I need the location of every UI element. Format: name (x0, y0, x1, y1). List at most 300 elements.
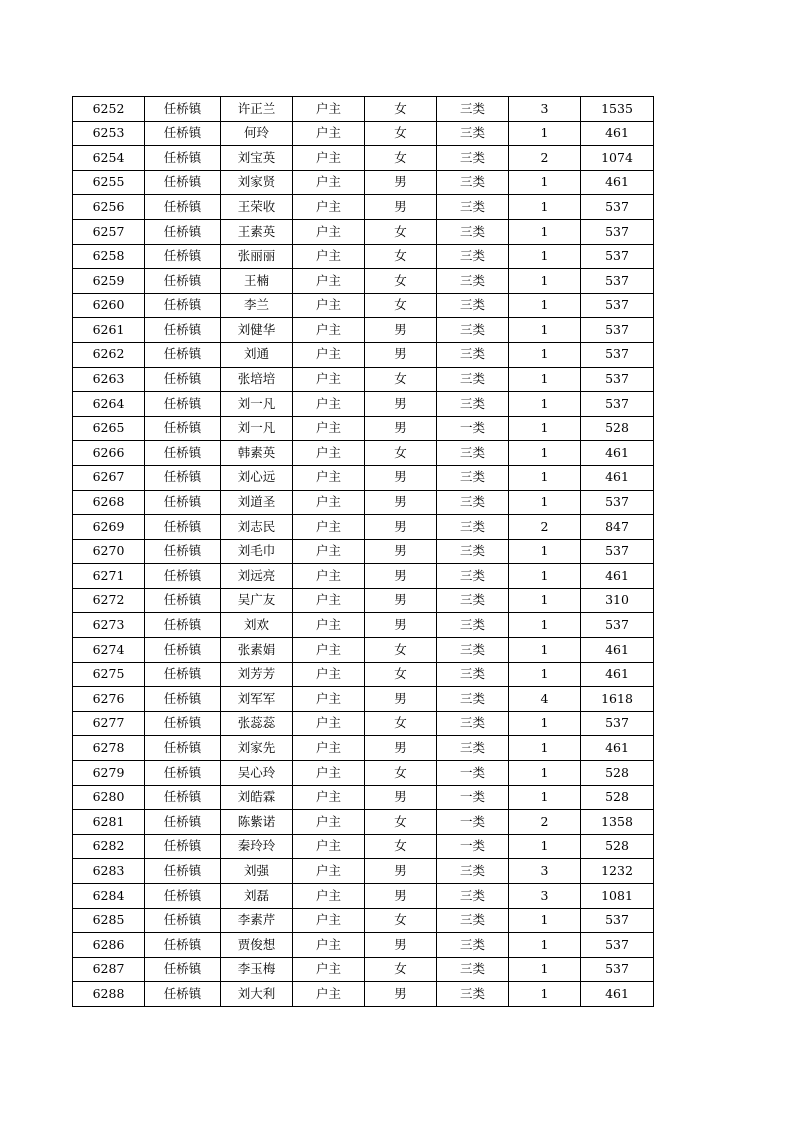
amount-cell: 537 (581, 392, 654, 417)
gender-cell: 女 (365, 834, 437, 859)
name-cell: 刘志民 (221, 515, 293, 540)
gender-cell: 女 (365, 293, 437, 318)
category-cell: 三类 (437, 515, 509, 540)
town-cell: 任桥镇 (145, 392, 221, 417)
town-cell: 任桥镇 (145, 564, 221, 589)
category-cell: 一类 (437, 761, 509, 786)
name-cell: 刘家先 (221, 736, 293, 761)
relation-cell: 户主 (293, 367, 365, 392)
name-cell: 刘通 (221, 342, 293, 367)
category-cell: 三类 (437, 392, 509, 417)
household-size-cell: 3 (509, 859, 581, 884)
table-row (73, 195, 654, 220)
town-cell: 任桥镇 (145, 834, 221, 859)
category-cell: 三类 (437, 318, 509, 343)
name-cell: 陈紫诺 (221, 810, 293, 835)
category-cell: 三类 (437, 539, 509, 564)
town-cell: 任桥镇 (145, 170, 221, 195)
category-cell: 一类 (437, 834, 509, 859)
gender-cell: 男 (365, 588, 437, 613)
town-cell: 任桥镇 (145, 810, 221, 835)
category-cell: 三类 (437, 195, 509, 220)
category-cell: 三类 (437, 957, 509, 982)
household-size-cell: 1 (509, 982, 581, 1007)
name-cell: 贾俊想 (221, 933, 293, 958)
category-cell: 三类 (437, 588, 509, 613)
row-number-cell: 6280 (73, 785, 145, 810)
relation-cell: 户主 (293, 318, 365, 343)
gender-cell: 女 (365, 97, 437, 122)
amount-cell: 1074 (581, 146, 654, 171)
table-body (73, 97, 654, 1007)
category-cell: 三类 (437, 884, 509, 909)
amount-cell: 847 (581, 515, 654, 540)
category-cell: 三类 (437, 933, 509, 958)
category-cell: 三类 (437, 711, 509, 736)
row-number-cell: 6257 (73, 219, 145, 244)
row-number-cell: 6259 (73, 269, 145, 294)
household-size-cell: 1 (509, 441, 581, 466)
name-cell: 张素娟 (221, 638, 293, 663)
relation-cell: 户主 (293, 761, 365, 786)
gender-cell: 女 (365, 761, 437, 786)
name-cell: 刘军军 (221, 687, 293, 712)
town-cell: 任桥镇 (145, 515, 221, 540)
name-cell: 刘健华 (221, 318, 293, 343)
household-size-cell: 1 (509, 318, 581, 343)
town-cell: 任桥镇 (145, 342, 221, 367)
amount-cell: 1081 (581, 884, 654, 909)
household-size-cell: 1 (509, 638, 581, 663)
row-number-cell: 6273 (73, 613, 145, 638)
amount-cell: 461 (581, 121, 654, 146)
gender-cell: 男 (365, 785, 437, 810)
table-row (73, 908, 654, 933)
row-number-cell: 6276 (73, 687, 145, 712)
table-row (73, 219, 654, 244)
amount-cell: 537 (581, 933, 654, 958)
row-number-cell: 6283 (73, 859, 145, 884)
category-cell: 三类 (437, 982, 509, 1007)
relation-cell: 户主 (293, 613, 365, 638)
name-cell: 刘一凡 (221, 416, 293, 441)
table-row (73, 293, 654, 318)
amount-cell: 461 (581, 638, 654, 663)
town-cell: 任桥镇 (145, 884, 221, 909)
relation-cell: 户主 (293, 810, 365, 835)
household-size-cell: 1 (509, 662, 581, 687)
gender-cell: 男 (365, 736, 437, 761)
relation-cell: 户主 (293, 293, 365, 318)
name-cell: 秦玲玲 (221, 834, 293, 859)
table-row (73, 613, 654, 638)
gender-cell: 女 (365, 638, 437, 663)
amount-cell: 537 (581, 490, 654, 515)
row-number-cell: 6286 (73, 933, 145, 958)
gender-cell: 男 (365, 539, 437, 564)
name-cell: 李玉梅 (221, 957, 293, 982)
amount-cell: 1358 (581, 810, 654, 835)
category-cell: 三类 (437, 490, 509, 515)
row-number-cell: 6252 (73, 97, 145, 122)
name-cell: 刘大利 (221, 982, 293, 1007)
gender-cell: 男 (365, 490, 437, 515)
name-cell: 刘宝英 (221, 146, 293, 171)
table-row (73, 859, 654, 884)
amount-cell: 537 (581, 219, 654, 244)
household-size-cell: 1 (509, 490, 581, 515)
row-number-cell: 6256 (73, 195, 145, 220)
table-row (73, 490, 654, 515)
amount-cell: 1232 (581, 859, 654, 884)
name-cell: 王素英 (221, 219, 293, 244)
row-number-cell: 6277 (73, 711, 145, 736)
household-size-cell: 1 (509, 834, 581, 859)
row-number-cell: 6260 (73, 293, 145, 318)
amount-cell: 537 (581, 539, 654, 564)
amount-cell: 537 (581, 711, 654, 736)
category-cell: 三类 (437, 638, 509, 663)
amount-cell: 537 (581, 908, 654, 933)
relation-cell: 户主 (293, 244, 365, 269)
amount-cell: 461 (581, 662, 654, 687)
gender-cell: 女 (365, 810, 437, 835)
household-size-cell: 1 (509, 933, 581, 958)
category-cell: 三类 (437, 908, 509, 933)
relation-cell: 户主 (293, 269, 365, 294)
table-row (73, 367, 654, 392)
name-cell: 何玲 (221, 121, 293, 146)
table-row (73, 662, 654, 687)
name-cell: 许正兰 (221, 97, 293, 122)
row-number-cell: 6269 (73, 515, 145, 540)
household-size-cell: 1 (509, 711, 581, 736)
row-number-cell: 6274 (73, 638, 145, 663)
row-number-cell: 6261 (73, 318, 145, 343)
table-row (73, 441, 654, 466)
relation-cell: 户主 (293, 465, 365, 490)
relation-cell: 户主 (293, 121, 365, 146)
gender-cell: 男 (365, 515, 437, 540)
row-number-cell: 6255 (73, 170, 145, 195)
amount-cell: 528 (581, 416, 654, 441)
town-cell: 任桥镇 (145, 785, 221, 810)
row-number-cell: 6258 (73, 244, 145, 269)
relation-cell: 户主 (293, 933, 365, 958)
household-size-cell: 1 (509, 761, 581, 786)
row-number-cell: 6281 (73, 810, 145, 835)
name-cell: 李兰 (221, 293, 293, 318)
relation-cell: 户主 (293, 711, 365, 736)
amount-cell: 461 (581, 564, 654, 589)
relation-cell: 户主 (293, 884, 365, 909)
relation-cell: 户主 (293, 588, 365, 613)
relation-cell: 户主 (293, 908, 365, 933)
gender-cell: 男 (365, 859, 437, 884)
household-size-cell: 1 (509, 465, 581, 490)
name-cell: 张培培 (221, 367, 293, 392)
category-cell: 三类 (437, 342, 509, 367)
amount-cell: 1535 (581, 97, 654, 122)
amount-cell: 537 (581, 195, 654, 220)
gender-cell: 男 (365, 392, 437, 417)
relation-cell: 户主 (293, 736, 365, 761)
table-row (73, 736, 654, 761)
gender-cell: 男 (365, 342, 437, 367)
household-size-cell: 1 (509, 367, 581, 392)
relation-cell: 户主 (293, 662, 365, 687)
table-row (73, 515, 654, 540)
town-cell: 任桥镇 (145, 638, 221, 663)
category-cell: 三类 (437, 293, 509, 318)
household-size-cell: 1 (509, 195, 581, 220)
amount-cell: 461 (581, 982, 654, 1007)
table-row (73, 416, 654, 441)
gender-cell: 男 (365, 687, 437, 712)
household-size-cell: 1 (509, 785, 581, 810)
household-size-cell: 1 (509, 269, 581, 294)
relation-cell: 户主 (293, 195, 365, 220)
table-row (73, 269, 654, 294)
household-size-cell: 1 (509, 416, 581, 441)
name-cell: 刘欢 (221, 613, 293, 638)
gender-cell: 女 (365, 219, 437, 244)
town-cell: 任桥镇 (145, 416, 221, 441)
town-cell: 任桥镇 (145, 293, 221, 318)
relation-cell: 户主 (293, 170, 365, 195)
amount-cell: 310 (581, 588, 654, 613)
gender-cell: 男 (365, 982, 437, 1007)
gender-cell: 男 (365, 170, 437, 195)
category-cell: 三类 (437, 244, 509, 269)
category-cell: 三类 (437, 465, 509, 490)
gender-cell: 男 (365, 564, 437, 589)
household-size-cell: 1 (509, 539, 581, 564)
category-cell: 三类 (437, 859, 509, 884)
gender-cell: 女 (365, 441, 437, 466)
category-cell: 三类 (437, 97, 509, 122)
row-number-cell: 6272 (73, 588, 145, 613)
relation-cell: 户主 (293, 392, 365, 417)
name-cell: 刘皓霖 (221, 785, 293, 810)
table-row (73, 982, 654, 1007)
table-row (73, 884, 654, 909)
name-cell: 刘磊 (221, 884, 293, 909)
row-number-cell: 6288 (73, 982, 145, 1007)
name-cell: 刘一凡 (221, 392, 293, 417)
gender-cell: 女 (365, 908, 437, 933)
category-cell: 三类 (437, 146, 509, 171)
town-cell: 任桥镇 (145, 859, 221, 884)
table-row (73, 687, 654, 712)
town-cell: 任桥镇 (145, 318, 221, 343)
category-cell: 三类 (437, 662, 509, 687)
amount-cell: 461 (581, 170, 654, 195)
amount-cell: 461 (581, 465, 654, 490)
table-row (73, 638, 654, 663)
row-number-cell: 6268 (73, 490, 145, 515)
household-size-cell: 1 (509, 564, 581, 589)
table-row (73, 933, 654, 958)
category-cell: 三类 (437, 687, 509, 712)
table-row (73, 244, 654, 269)
row-number-cell: 6263 (73, 367, 145, 392)
gender-cell: 女 (365, 269, 437, 294)
gender-cell: 男 (365, 318, 437, 343)
town-cell: 任桥镇 (145, 982, 221, 1007)
gender-cell: 女 (365, 662, 437, 687)
relation-cell: 户主 (293, 219, 365, 244)
gender-cell: 男 (365, 884, 437, 909)
town-cell: 任桥镇 (145, 244, 221, 269)
name-cell: 张蕊蕊 (221, 711, 293, 736)
gender-cell: 女 (365, 146, 437, 171)
household-size-cell: 2 (509, 810, 581, 835)
gender-cell: 女 (365, 121, 437, 146)
row-number-cell: 6267 (73, 465, 145, 490)
table-row (73, 810, 654, 835)
household-size-cell: 3 (509, 884, 581, 909)
household-size-cell: 2 (509, 146, 581, 171)
town-cell: 任桥镇 (145, 219, 221, 244)
name-cell: 刘强 (221, 859, 293, 884)
name-cell: 刘芳芳 (221, 662, 293, 687)
category-cell: 三类 (437, 613, 509, 638)
relation-cell: 户主 (293, 490, 365, 515)
household-size-cell: 1 (509, 588, 581, 613)
amount-cell: 528 (581, 834, 654, 859)
town-cell: 任桥镇 (145, 146, 221, 171)
table-row (73, 957, 654, 982)
household-size-cell: 1 (509, 736, 581, 761)
row-number-cell: 6287 (73, 957, 145, 982)
amount-cell: 1618 (581, 687, 654, 712)
row-number-cell: 6284 (73, 884, 145, 909)
town-cell: 任桥镇 (145, 687, 221, 712)
row-number-cell: 6264 (73, 392, 145, 417)
gender-cell: 男 (365, 933, 437, 958)
amount-cell: 537 (581, 269, 654, 294)
row-number-cell: 6271 (73, 564, 145, 589)
household-size-cell: 1 (509, 121, 581, 146)
town-cell: 任桥镇 (145, 736, 221, 761)
amount-cell: 528 (581, 785, 654, 810)
table-row (73, 588, 654, 613)
amount-cell: 537 (581, 293, 654, 318)
household-size-cell: 3 (509, 97, 581, 122)
household-size-cell: 1 (509, 957, 581, 982)
relation-cell: 户主 (293, 957, 365, 982)
category-cell: 一类 (437, 810, 509, 835)
category-cell: 三类 (437, 441, 509, 466)
amount-cell: 537 (581, 342, 654, 367)
town-cell: 任桥镇 (145, 957, 221, 982)
table-row (73, 97, 654, 122)
table-row (73, 465, 654, 490)
row-number-cell: 6270 (73, 539, 145, 564)
table-row (73, 170, 654, 195)
table-row (73, 318, 654, 343)
amount-cell: 537 (581, 613, 654, 638)
category-cell: 三类 (437, 367, 509, 392)
household-size-cell: 4 (509, 687, 581, 712)
name-cell: 刘远亮 (221, 564, 293, 589)
relation-cell: 户主 (293, 539, 365, 564)
name-cell: 王荣收 (221, 195, 293, 220)
relation-cell: 户主 (293, 687, 365, 712)
relation-cell: 户主 (293, 785, 365, 810)
town-cell: 任桥镇 (145, 465, 221, 490)
row-number-cell: 6253 (73, 121, 145, 146)
table-row (73, 564, 654, 589)
row-number-cell: 6282 (73, 834, 145, 859)
town-cell: 任桥镇 (145, 908, 221, 933)
name-cell: 张丽丽 (221, 244, 293, 269)
table-row (73, 761, 654, 786)
amount-cell: 461 (581, 736, 654, 761)
category-cell: 三类 (437, 121, 509, 146)
town-cell: 任桥镇 (145, 711, 221, 736)
household-size-cell: 1 (509, 392, 581, 417)
category-cell: 三类 (437, 170, 509, 195)
gender-cell: 男 (365, 195, 437, 220)
table-row (73, 392, 654, 417)
row-number-cell: 6266 (73, 441, 145, 466)
row-number-cell: 6254 (73, 146, 145, 171)
gender-cell: 男 (365, 416, 437, 441)
relation-cell: 户主 (293, 982, 365, 1007)
relation-cell: 户主 (293, 834, 365, 859)
name-cell: 李素芹 (221, 908, 293, 933)
town-cell: 任桥镇 (145, 539, 221, 564)
table-row (73, 121, 654, 146)
relation-cell: 户主 (293, 342, 365, 367)
row-number-cell: 6279 (73, 761, 145, 786)
row-number-cell: 6278 (73, 736, 145, 761)
name-cell: 韩素英 (221, 441, 293, 466)
town-cell: 任桥镇 (145, 490, 221, 515)
household-size-cell: 1 (509, 342, 581, 367)
row-number-cell: 6285 (73, 908, 145, 933)
table-row (73, 342, 654, 367)
name-cell: 刘家贤 (221, 170, 293, 195)
gender-cell: 男 (365, 613, 437, 638)
name-cell: 吴心玲 (221, 761, 293, 786)
name-cell: 刘毛巾 (221, 539, 293, 564)
row-number-cell: 6275 (73, 662, 145, 687)
name-cell: 刘道圣 (221, 490, 293, 515)
household-size-cell: 1 (509, 244, 581, 269)
household-size-cell: 1 (509, 170, 581, 195)
relation-cell: 户主 (293, 441, 365, 466)
relation-cell: 户主 (293, 515, 365, 540)
amount-cell: 537 (581, 318, 654, 343)
table-row (73, 146, 654, 171)
category-cell: 三类 (437, 219, 509, 244)
gender-cell: 男 (365, 465, 437, 490)
relation-cell: 户主 (293, 416, 365, 441)
town-cell: 任桥镇 (145, 195, 221, 220)
relation-cell: 户主 (293, 638, 365, 663)
town-cell: 任桥镇 (145, 933, 221, 958)
amount-cell: 537 (581, 957, 654, 982)
category-cell: 三类 (437, 269, 509, 294)
relation-cell: 户主 (293, 564, 365, 589)
amount-cell: 528 (581, 761, 654, 786)
town-cell: 任桥镇 (145, 367, 221, 392)
name-cell: 王楠 (221, 269, 293, 294)
amount-cell: 461 (581, 441, 654, 466)
